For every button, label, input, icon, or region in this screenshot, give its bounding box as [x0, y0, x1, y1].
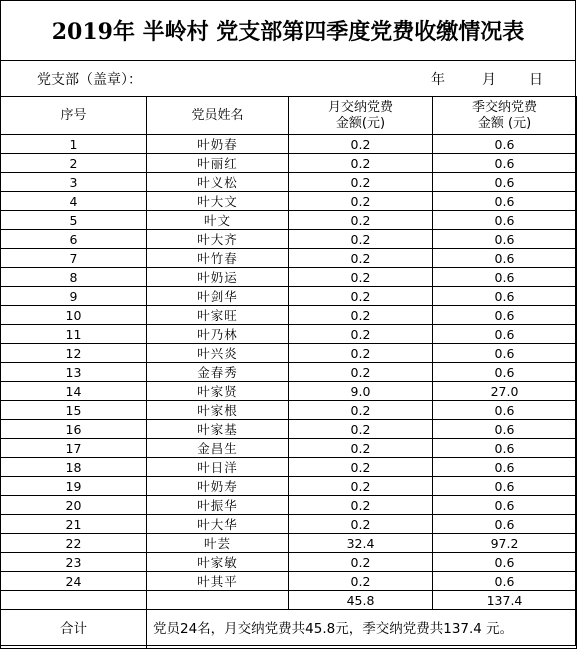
- row-quarterly: 0.6: [433, 439, 577, 458]
- table-row: [1, 496, 577, 515]
- row-index: 2: [1, 154, 147, 173]
- row-quarterly: 0.6: [433, 363, 577, 382]
- total-quarterly: 137.4: [433, 591, 577, 610]
- row-quarterly: 0.6: [433, 458, 577, 477]
- row-quarterly: 0.6: [433, 344, 577, 363]
- table-row: [1, 230, 577, 249]
- row-index: 5: [1, 211, 147, 230]
- row-index: 24: [1, 572, 147, 591]
- row-name: 叶日洋: [147, 458, 289, 477]
- table-row: [1, 439, 577, 458]
- row-name: 叶奶春: [147, 135, 289, 154]
- table-row: [1, 363, 577, 382]
- row-monthly: 0.2: [289, 477, 433, 496]
- table-row: [1, 458, 577, 477]
- row-quarterly: 27.0: [433, 382, 577, 401]
- row-quarterly: 0.6: [433, 477, 577, 496]
- row-name: 叶奶运: [147, 268, 289, 287]
- row-monthly: 32.4: [289, 534, 433, 553]
- row-index: 11: [1, 325, 147, 344]
- row-index: 23: [1, 553, 147, 572]
- row-quarterly: 0.6: [433, 135, 577, 154]
- header-index: 序号: [1, 97, 147, 135]
- row-monthly: 0.2: [289, 154, 433, 173]
- row-index: 6: [1, 230, 147, 249]
- header-name: 党员姓名: [147, 97, 289, 135]
- row-monthly: 0.2: [289, 192, 433, 211]
- row-index: 4: [1, 192, 147, 211]
- table-row: [1, 287, 577, 306]
- summary-label: 合计: [1, 610, 147, 649]
- row-quarterly: 0.6: [433, 268, 577, 287]
- row-quarterly: 0.6: [433, 515, 577, 534]
- row-name: 叶乃林: [147, 325, 289, 344]
- row-monthly: 0.2: [289, 230, 433, 249]
- row-name: 金春秀: [147, 363, 289, 382]
- table-row: [1, 420, 577, 439]
- row-index: 7: [1, 249, 147, 268]
- row-quarterly: 0.6: [433, 401, 577, 420]
- row-index: 3: [1, 173, 147, 192]
- header-quarterly: [433, 97, 577, 135]
- row-name: 叶家敏: [147, 553, 289, 572]
- page-title: 2019年 半岭村 党支部第四季度党费收缴情况表: [0, 0, 576, 60]
- row-name: 叶大齐: [147, 230, 289, 249]
- row-quarterly: 0.6: [433, 173, 577, 192]
- subheader: [0, 60, 576, 96]
- row-index: 22: [1, 534, 147, 553]
- table-row: [1, 249, 577, 268]
- row-name: 叶文: [147, 211, 289, 230]
- totals-blank-2: [147, 591, 289, 610]
- summary-row: [1, 610, 577, 649]
- table-row: [1, 306, 577, 325]
- table-row: [1, 515, 577, 534]
- row-quarterly: 0.6: [433, 230, 577, 249]
- totals-row: [1, 591, 577, 610]
- table-row: [1, 325, 577, 344]
- row-name: 叶家贤: [147, 382, 289, 401]
- row-index: 21: [1, 515, 147, 534]
- row-index: 1: [1, 135, 147, 154]
- row-monthly: 0.2: [289, 325, 433, 344]
- row-index: 20: [1, 496, 147, 515]
- row-monthly: 0.2: [289, 135, 433, 154]
- table-row: [1, 572, 577, 591]
- row-quarterly: 0.6: [433, 154, 577, 173]
- row-monthly: 0.2: [289, 420, 433, 439]
- row-name: 叶兴炎: [147, 344, 289, 363]
- row-monthly: 0.2: [289, 553, 433, 572]
- row-name: 叶义松: [147, 173, 289, 192]
- row-monthly: 0.2: [289, 439, 433, 458]
- row-monthly: 0.2: [289, 496, 433, 515]
- row-monthly: 0.2: [289, 268, 433, 287]
- row-name: 叶家根: [147, 401, 289, 420]
- row-quarterly: 0.6: [433, 325, 577, 344]
- total-monthly: 45.8: [289, 591, 433, 610]
- row-quarterly: 0.6: [433, 192, 577, 211]
- table-header-row: [1, 97, 577, 135]
- row-index: 17: [1, 439, 147, 458]
- row-name: 叶大华: [147, 515, 289, 534]
- row-monthly: 0.2: [289, 344, 433, 363]
- dues-table: [0, 96, 577, 649]
- row-index: 19: [1, 477, 147, 496]
- header-monthly-line1: 月交纳党费: [327, 99, 393, 115]
- row-name: 叶竹春: [147, 249, 289, 268]
- row-quarterly: 0.6: [433, 287, 577, 306]
- row-monthly: 0.2: [289, 572, 433, 591]
- dept-stamp-label: 党支部（盖章）：: [37, 72, 142, 88]
- header-monthly-line2: 金额(元): [335, 115, 386, 131]
- row-name: 叶丽红: [147, 154, 289, 173]
- row-index: 15: [1, 401, 147, 420]
- row-name: 叶剑华: [147, 287, 289, 306]
- row-index: 8: [1, 268, 147, 287]
- summary-text: 党员24名，月交纳党费共45.8元，季交纳党费共137.4 元。: [147, 610, 577, 649]
- row-index: 10: [1, 306, 147, 325]
- row-name: 叶家基: [147, 420, 289, 439]
- row-quarterly: 0.6: [433, 572, 577, 591]
- row-monthly: 0.2: [289, 515, 433, 534]
- row-name: 叶芸: [147, 534, 289, 553]
- row-monthly: 9.0: [289, 382, 433, 401]
- table-row: [1, 211, 577, 230]
- row-name: 叶其平: [147, 572, 289, 591]
- row-name: 叶大文: [147, 192, 289, 211]
- table-row: [1, 382, 577, 401]
- row-monthly: 0.2: [289, 401, 433, 420]
- row-quarterly: 0.6: [433, 496, 577, 515]
- table-row: [1, 154, 577, 173]
- table-row: [1, 534, 577, 553]
- row-index: 18: [1, 458, 147, 477]
- table-row: [1, 135, 577, 154]
- row-quarterly: 0.6: [433, 306, 577, 325]
- row-name: 叶奶寿: [147, 477, 289, 496]
- table-row: [1, 401, 577, 420]
- table-row: [1, 192, 577, 211]
- day-label: 日: [529, 72, 543, 88]
- row-monthly: 0.2: [289, 363, 433, 382]
- table-row: [1, 553, 577, 572]
- table-row: [1, 344, 577, 363]
- header-quarterly-line1: 季交纳党费: [471, 99, 537, 115]
- row-monthly: 0.2: [289, 306, 433, 325]
- row-monthly: 0.2: [289, 287, 433, 306]
- row-quarterly: 97.2: [433, 534, 577, 553]
- row-monthly: 0.2: [289, 249, 433, 268]
- row-name: 叶家旺: [147, 306, 289, 325]
- row-name: 叶振华: [147, 496, 289, 515]
- row-quarterly: 0.6: [433, 211, 577, 230]
- header-monthly: [289, 97, 433, 135]
- row-index: 16: [1, 420, 147, 439]
- totals-blank-1: [1, 591, 147, 610]
- row-index: 14: [1, 382, 147, 401]
- row-monthly: 0.2: [289, 211, 433, 230]
- row-quarterly: 0.6: [433, 420, 577, 439]
- row-monthly: 0.2: [289, 173, 433, 192]
- header-quarterly-line2: 金额 (元): [477, 115, 532, 131]
- row-index: 9: [1, 287, 147, 306]
- row-index: 12: [1, 344, 147, 363]
- year-label: 年: [431, 72, 445, 88]
- row-name: 金昌生: [147, 439, 289, 458]
- table-row: [1, 173, 577, 192]
- table-row: [1, 268, 577, 287]
- row-quarterly: 0.6: [433, 553, 577, 572]
- month-label: 月: [482, 72, 496, 88]
- row-monthly: 0.2: [289, 458, 433, 477]
- row-quarterly: 0.6: [433, 249, 577, 268]
- table-row: [1, 477, 577, 496]
- row-index: 13: [1, 363, 147, 382]
